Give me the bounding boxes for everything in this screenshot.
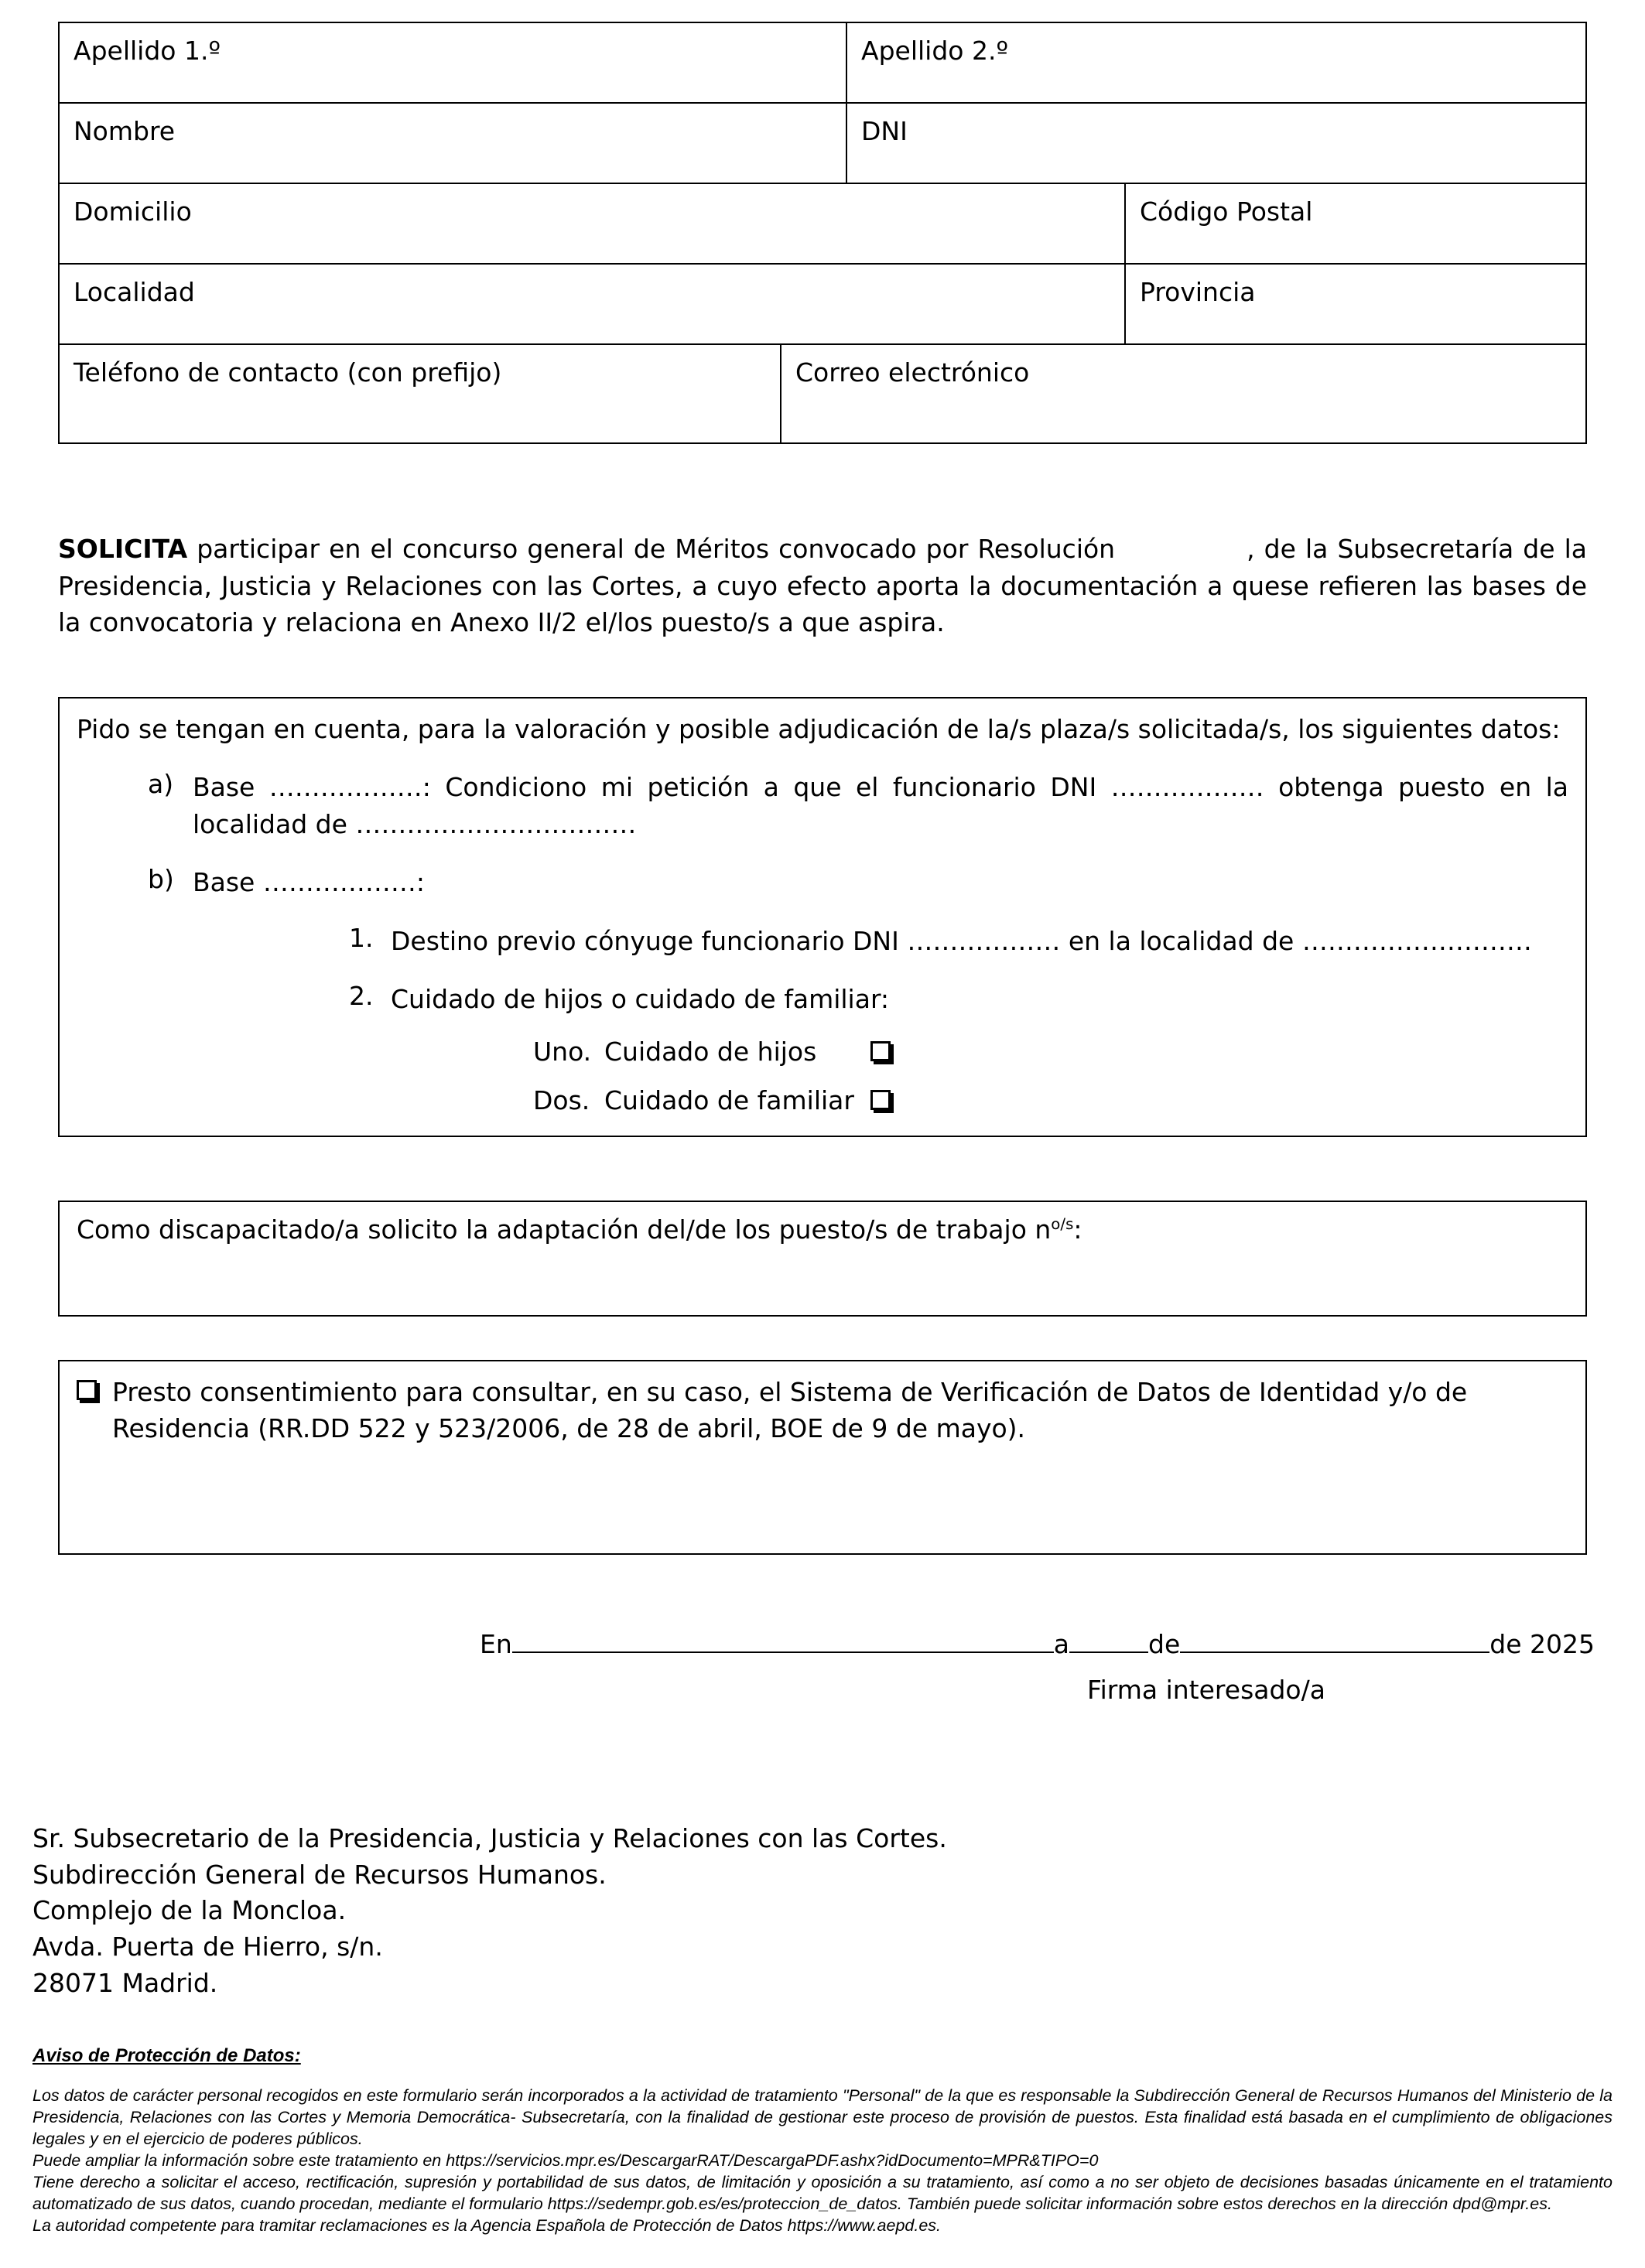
item-a-marker: a) [148,769,174,800]
sign-a: a [1053,1628,1069,1659]
table-row [58,102,1587,184]
field-label: Domicilio [74,196,192,227]
field-label: Código Postal [1140,196,1313,227]
field-label: Apellido 2.º [861,36,1008,66]
disability-colon: : [1073,1214,1082,1245]
address-line: Subdirección General de Recursos Humanos. [32,1859,607,1890]
consent-line [77,1374,1568,1447]
sub-2-text: Cuidado de hijos o cuidado de familiar: [391,984,890,1015]
addressee-block [32,1821,1587,2002]
address-line: Complejo de la Moncloa. [32,1895,347,1926]
item-b-marker: b) [148,864,174,895]
field-localidad[interactable] [58,263,1126,345]
table-row [58,22,1587,104]
field-codigo-postal[interactable] [1124,183,1587,265]
check-hijos-label: Cuidado de hijos [604,1036,817,1067]
field-telefono[interactable] [58,343,781,444]
field-label: Provincia [1140,277,1256,307]
check-line-familiar [533,1085,1568,1115]
petition-sub-2 [77,981,1568,1018]
consent-box [58,1360,1587,1555]
sub-2-marker: 2. [349,981,374,1012]
field-label: Correo electrónico [795,357,1030,388]
resolucion-blank[interactable] [1115,557,1247,558]
solicita-keyword: SOLICITA [58,534,188,564]
field-dni[interactable] [846,102,1587,184]
sign-de: de [1148,1628,1181,1659]
sign-year: de 2025 [1489,1628,1595,1659]
petition-sub-1 [77,923,1568,960]
solicita-text-before: participar en el concurso general de Méritos convocado por Resolución [187,534,1116,564]
field-domicilio[interactable] [58,183,1126,265]
item-a-text[interactable]: Base ………………: Condiciono mi petición a que el funcionario DNI ……………… obtenga puesto en la localidad de …………………………… [193,772,1568,839]
checkbox-cuidado-familiar-icon[interactable] [870,1090,891,1110]
check-line-hijos [533,1037,1568,1067]
disability-text-main: Como discapacitado/a solicito la adaptación del/de los puesto/s de trabajo n [77,1214,1052,1245]
field-nombre[interactable] [58,102,847,184]
address-line: 28071 Madrid. [32,1968,218,1999]
signature-day-blank[interactable] [1069,1630,1148,1653]
field-label: Apellido 1.º [74,36,221,66]
field-label: DNI [861,116,908,146]
checkbox-consent-icon[interactable] [77,1380,97,1400]
petition-box [58,697,1587,1137]
sub-1-marker: 1. [349,922,374,953]
disability-sup: o/s [1051,1214,1074,1233]
sub-1-text[interactable]: Destino previo cónyuge funcionario DNI ……………… en la localidad de ……………………… [391,925,1532,956]
signature-date-line [480,1628,1595,1659]
privacy-paragraph: Los datos de carácter personal recogidos en este formulario serán incorporados a la actividad de tratamiento "Personal" de la que es responsable la Subdirección General de Recursos Humanos del Ministerio de la Presidencia, Relaciones con las Cortes y Memoria Democrática- Subsecretaría, con la finalidad de gestionar este proceso de provisión de puestos. Esta finalidad está basada en el cumplimiento de obligaciones legales y en el ejercicio de poderes públicos. [32,2085,1613,2148]
field-label: Nombre [74,116,176,146]
solicita-text-after: , de la Subsecretaría de la Presidencia, Justicia y Relaciones con las Cortes, a cuyo efecto aporta la documentación a quese refieren las bases de la convocatoria y relaciona en Anexo II/2 el/los puesto/s a que aspira. [58,534,1588,638]
field-apellido-2[interactable] [846,22,1587,104]
consent-text: Presto consentimiento para consultar, en su caso, el Sistema de Verificación de Datos de Identidad y/o de Residencia (RR.DD 522 y 523/2006, de 28 de abril, BOE de 9 de mayo). [112,1376,1468,1444]
field-apellido-1[interactable] [58,22,847,104]
address-line: Avda. Puerta de Hierro, s/n. [32,1932,383,1962]
personal-data-table [58,22,1587,444]
table-row [58,343,1587,444]
privacy-heading: Aviso de Protección de Datos: [32,2044,301,2066]
petition-item-b [77,864,1568,901]
privacy-notice [32,2045,1613,2237]
privacy-paragraph: Tiene derecho a solicitar el acceso, rectificación, supresión y portabilidad de sus datos, de limitación y oposición a su tratamiento, así como a no ser objeto de decisiones basadas únicamente en el tratamiento automatizado de sus datos, cuando procedan, mediante el formulario https://sedempr.gob.es/es/proteccion_de_datos. También puede solicitar información sobre estos derechos en la dirección dpd@mpr.es. [32,2172,1613,2213]
petition-item-a [77,769,1568,842]
table-row [58,183,1587,265]
privacy-paragraph: Puede ampliar la información sobre este tratamiento en https://servicios.mpr.es/DescargarRAT/DescargaPDF.ashx?idDocumento=MPR&TIPO=0 [32,2150,1099,2170]
sign-en: En [480,1628,512,1659]
check-familiar-label: Cuidado de familiar [604,1084,854,1115]
privacy-paragraph: La autoridad competente para tramitar reclamaciones es la Agencia Española de Protección de Datos https://www.aepd.es. [32,2215,942,2235]
item-b-text[interactable]: Base ………………: [193,867,425,898]
field-label: Localidad [74,277,195,307]
firma-label: Firma interesado/a [1087,1674,1325,1705]
field-provincia[interactable] [1124,263,1587,345]
checkbox-cuidado-hijos-icon[interactable] [870,1041,891,1061]
disability-box[interactable] [58,1201,1587,1317]
check-familiar-marker: Dos. [533,1084,590,1115]
signature-place-blank[interactable] [512,1630,1054,1653]
field-correo[interactable] [780,343,1587,444]
address-line: Sr. Subsecretario de la Presidencia, Justicia y Relaciones con las Cortes. [32,1822,947,1853]
disability-text [77,1214,1568,1245]
petition-intro: Pido se tengan en cuenta, para la valoración y posible adjudicación de la/s plaza/s solicitada/s, los siguientes datos: [77,713,1561,744]
signature-month-blank[interactable] [1180,1630,1489,1653]
table-row [58,263,1587,345]
field-label: Teléfono de contacto (con prefijo) [74,357,502,388]
solicita-paragraph [58,531,1587,641]
check-hijos-marker: Uno. [533,1036,592,1067]
